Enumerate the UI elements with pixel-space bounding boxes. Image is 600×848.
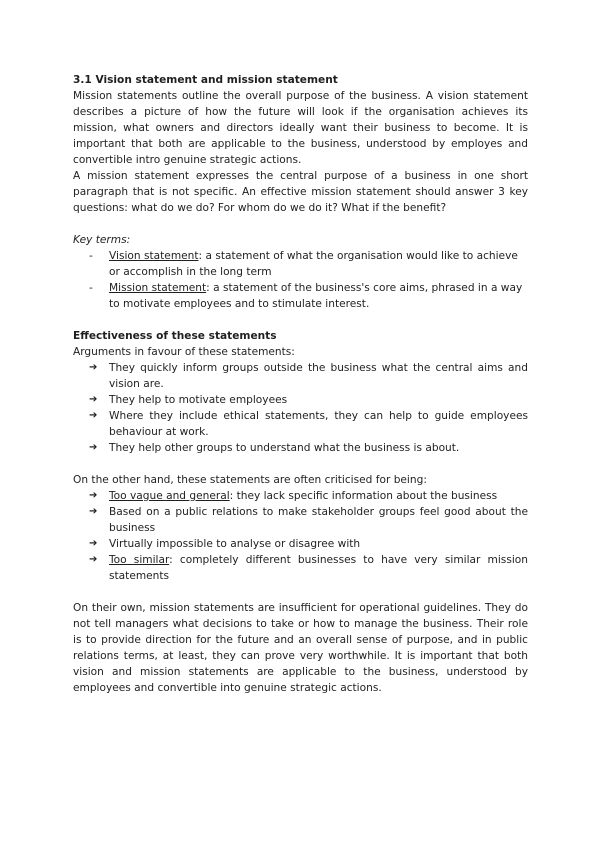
dash-marker: - — [89, 282, 93, 294]
arrow-icon: ➔ — [89, 490, 98, 501]
section-title: 3.1 Vision statement and mission statement — [73, 74, 338, 86]
favour-item — [73, 392, 528, 408]
intro-paragraph: Mission statements outline the overall purpose of the business. A vision statement describes a picture of how the future will look if the organisation achieves its mission, what owners and directors ideally want their business to become. It is important that both are applicable to the business, understood by employes and convertible intro genuine strategic actions. — [73, 90, 528, 166]
key-terms-label: Key terms: — [73, 234, 131, 246]
favour-item-text: They quickly inform groups outside the business what the central aims and vision are. — [109, 362, 528, 390]
key-term-item — [73, 248, 528, 280]
against-item-term: Too vague and general — [109, 490, 230, 502]
favour-intro: Arguments in favour of these statements: — [73, 346, 295, 358]
against-item — [73, 488, 528, 504]
against-item — [73, 536, 528, 552]
arrow-icon: ➔ — [89, 442, 98, 453]
favour-item-text: They help to motivate employees — [109, 394, 288, 406]
against-item — [73, 504, 528, 536]
against-item-text: Virtually impossible to analyse or disagree with — [109, 538, 361, 550]
conclusion-paragraph: On their own, mission statements are insufficient for operational guidelines. They do not tell managers what decisions to take or how to manage the business. Their role is to provide direction for the future and an overall sense of purpose, and in public relations terms, at least, they can prove very worthwhile. It is important that both vision and mission statements are applicable to the business, understood by employees and convertible into genuine strategic actions. — [73, 602, 528, 694]
against-intro: On the other hand, these statements are often criticised for being: — [73, 474, 427, 486]
dash-marker: - — [89, 250, 93, 262]
against-item-text: Based on a public relations to make stakeholder groups feel good about the business — [109, 506, 528, 534]
key-term-item — [73, 280, 528, 312]
against-item-text: : completely different businesses to have very similar mission statements — [109, 554, 528, 582]
against-item-term: Too similar — [109, 554, 170, 566]
against-item — [73, 552, 528, 584]
favour-item — [73, 360, 528, 392]
against-list — [73, 488, 528, 584]
key-term-definition: : a statement of the business's core aims, phrased in a way to motivate employees and to stimulate interest. — [109, 282, 523, 310]
mission-paragraph: A mission statement expresses the central purpose of a business in one short paragraph that is not specific. An effective mission statement should answer 3 key questions: what do we do? For whom do we do it? What if the benefit? — [73, 170, 528, 214]
arrow-icon: ➔ — [89, 538, 98, 549]
arrow-icon: ➔ — [89, 362, 98, 373]
key-term-definition: : a statement of what the organisation would like to achieve or accomplish in the long term — [109, 250, 518, 278]
favour-item-text: They help other groups to understand what the business is about. — [109, 442, 460, 454]
arrow-icon: ➔ — [89, 554, 98, 565]
effectiveness-heading: Effectiveness of these statements — [73, 330, 277, 342]
favour-item — [73, 440, 528, 456]
against-item-text: : they lack specific information about the business — [229, 490, 498, 502]
key-terms-list — [73, 248, 528, 312]
favour-item-text: Where they include ethical statements, they can help to guide employees behaviour at work. — [109, 410, 528, 438]
favour-item — [73, 408, 528, 440]
arrow-icon: ➔ — [89, 506, 98, 517]
favour-list — [73, 360, 528, 456]
key-term-name: Mission statement — [109, 282, 207, 294]
arrow-icon: ➔ — [89, 410, 98, 421]
key-term-name: Vision statement — [109, 250, 199, 262]
arrow-icon: ➔ — [89, 394, 98, 405]
